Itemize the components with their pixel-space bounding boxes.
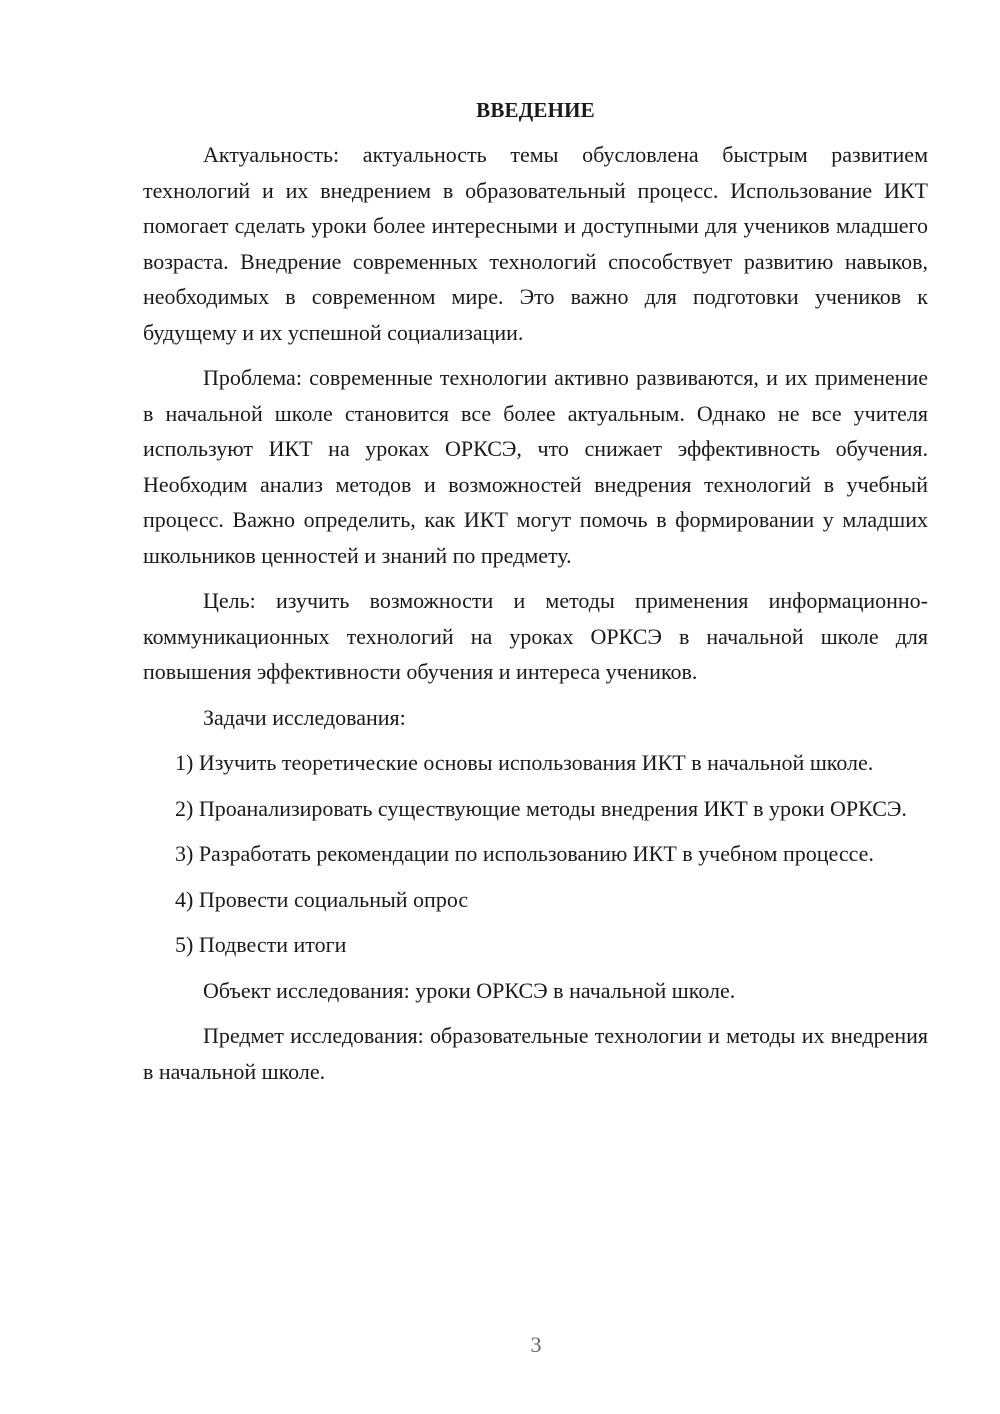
task-item-4: 4) Провести социальный опрос bbox=[175, 886, 469, 912]
goal-paragraph: Цель: изучить возможности и методы применения информационно-коммуникационных технологий на уроках ОРКСЭ в начальной школе для повышения эффективности обучения и интереса учеников. bbox=[143, 588, 928, 684]
subject-paragraph: Предмет исследования: образовательные технологии и методы их внедрения в начальной школе. bbox=[143, 1023, 928, 1084]
relevance-paragraph: Актуальность: актуальность темы обусловлена быстрым развитием технологий и их внедрением в образовательный процесс. Использование ИКТ помогает сделать уроки более интересными и доступными для учеников младшего возраста. Внедрение современных технологий способствует развитию навыков, необходимых в современном мире. Это важно для подготовки учеников к будущему и их успешной социализации. bbox=[143, 142, 928, 345]
problem-paragraph: Проблема: современные технологии активно развиваются, и их применение в начальной школе становится все более актуальным. Однако не все учителя используют ИКТ на уроках ОРКСЭ, что снижает эффективность обучения. Необходим анализ методов и возможностей внедрения технологий в учебный процесс. Важно определить, как ИКТ могут помочь в формировании у младших школьников ценностей и знаний по предмету. bbox=[143, 365, 928, 568]
task-item-2: 2) Проанализировать существующие методы внедрения ИКТ в уроки ОРКСЭ. bbox=[175, 795, 907, 821]
object-paragraph: Объект исследования: уроки ОРКСЭ в начальной школе. bbox=[203, 977, 736, 1003]
section-title: ВВЕДЕНИЕ bbox=[476, 98, 595, 122]
document-page bbox=[143, 92, 928, 1099]
task-item-1: 1) Изучить теоретические основы использования ИКТ в начальной школе. bbox=[175, 750, 874, 775]
page-number: 3 bbox=[530, 1332, 542, 1357]
task-item-5: 5) Подвести итоги bbox=[175, 932, 347, 957]
tasks-heading: Задачи исследования: bbox=[203, 704, 406, 730]
task-item-3: 3) Разработать рекомендации по использованию ИКТ в учебном процессе. bbox=[175, 841, 874, 866]
